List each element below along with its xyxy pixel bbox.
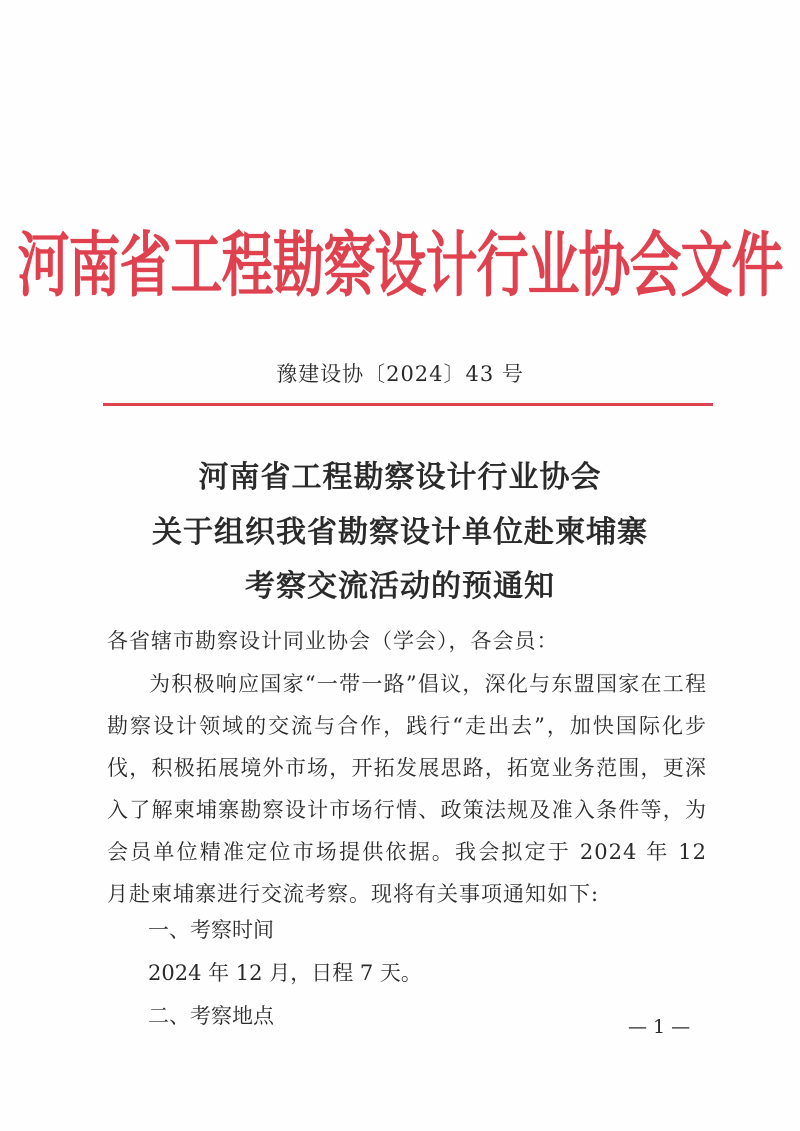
page-number: — 1 — [628, 1016, 691, 1038]
section-heading-time: 一、考察时间 [148, 918, 274, 942]
masthead-title: 河南省工程勘察设计行业协会文件 [17, 224, 783, 307]
red-separator-line [103, 403, 713, 406]
notice-title-line-1: 河南省工程勘察设计行业协会 [198, 460, 602, 495]
notice-title-line-3: 考察交流活动的预通知 [245, 569, 555, 604]
salutation: 各省辖市勘察设计同业协会（学会），各会员： [107, 629, 559, 653]
document-number: 豫建设协〔2024〕43 号 [276, 362, 524, 386]
section-content-time: 2024 年 12 月，日程 7 天。 [148, 961, 422, 985]
section-heading-location: 二、考察地点 [148, 1004, 274, 1028]
body-paragraph: 为积极响应国家“一带一路”倡议，深化与东盟国家在工程勘察设计领域的交流与合作，践行“走出去”，加快国际化步伐，积极拓展境外市场，开拓发展思路，拓宽业务范围，更深入了解柬埔寨勘察设计市场行情、政策法规及准入条件等，为会员单位精准定位市场提供依据。我会拟定于 2024 年 12 月赴柬埔寨进行交流考察。现将有关事项通知如下: [107, 672, 707, 906]
notice-title-line-2: 关于组织我省勘察设计单位赴柬埔寨 [152, 515, 648, 550]
